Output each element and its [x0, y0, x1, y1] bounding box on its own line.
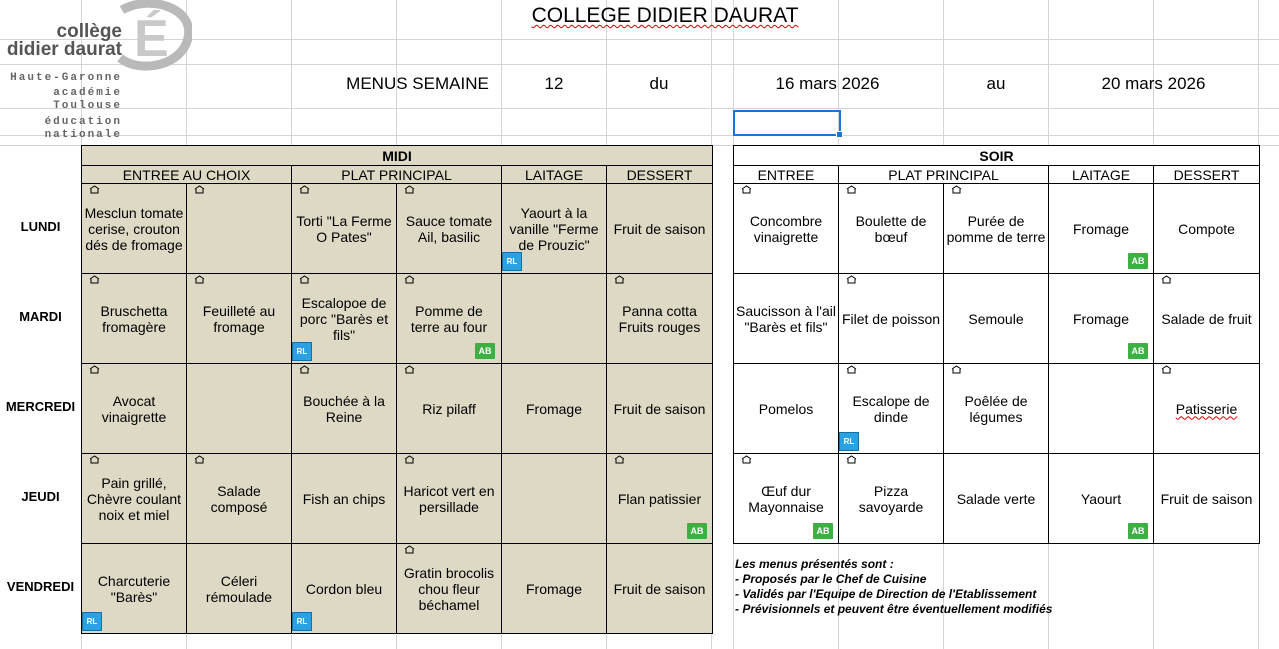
midi-header-entree: ENTREE AU CHOIX [82, 166, 292, 184]
house-icon [299, 365, 310, 374]
table-cell[interactable]: Fish an chips [292, 454, 397, 544]
table-cell[interactable]: Fromage [502, 544, 607, 634]
table-cell[interactable]: Fruit de saison [1154, 454, 1260, 544]
organic-ab-icon: AB [1128, 343, 1148, 359]
table-cell[interactable] [1049, 364, 1154, 454]
table-cell[interactable]: Flan patissier AB [607, 454, 713, 544]
day-label-vendredi: VENDREDI [6, 579, 75, 594]
table-cell[interactable]: Fromage AB [1049, 184, 1154, 274]
house-icon [741, 185, 752, 194]
house-icon [951, 365, 962, 374]
table-cell[interactable]: Poêlée de légumes [944, 364, 1049, 454]
table-cell[interactable]: Pain grillé, Chèvre coulant noix et miel [82, 454, 187, 544]
notes-line: - Validés par l'Equipe de Direction de l'Etablissement [735, 587, 1037, 601]
table-cell[interactable]: Patisserie [1154, 364, 1260, 454]
house-icon [741, 455, 752, 464]
house-icon [404, 275, 415, 284]
house-icon [846, 365, 857, 374]
day-label-mercredi: MERCREDI [5, 399, 76, 414]
table-cell[interactable]: Pomme de terre au four AB [397, 274, 502, 364]
table-cell[interactable]: Pizza savoyarde [839, 454, 944, 544]
midi-header-laitage: LAITAGE [502, 166, 607, 184]
table-cell[interactable]: Filet de poisson [839, 274, 944, 364]
midi-title: MIDI [82, 146, 713, 166]
table-cell[interactable] [187, 184, 292, 274]
local-label-icon: RL [292, 612, 312, 631]
house-icon [614, 275, 625, 284]
table-cell[interactable]: Œuf dur Mayonnaise AB [734, 454, 839, 544]
logo-education: éducation [44, 116, 122, 128]
table-cell[interactable]: Avocat vinaigrette [82, 364, 187, 454]
logo-region: Haute-Garonne [10, 72, 122, 84]
local-label-icon: RL [839, 432, 859, 451]
table-cell[interactable]: Compote [1154, 184, 1260, 274]
table-cell[interactable]: Yaourt AB [1049, 454, 1154, 544]
svg-text:É: É [134, 10, 169, 68]
organic-ab-icon: AB [687, 523, 707, 539]
page-title: COLLEGE DIDIER DAURAT [531, 4, 799, 27]
selected-cell[interactable] [733, 110, 841, 136]
house-icon [299, 185, 310, 194]
week-label: MENUS SEMAINE [346, 74, 489, 93]
table-cell[interactable]: Bouchée à la Reine [292, 364, 397, 454]
house-icon [404, 365, 415, 374]
table-cell[interactable]: Salade verte [944, 454, 1049, 544]
soir-header-plat: PLAT PRINCIPAL [839, 166, 1049, 184]
table-cell[interactable]: Yaourt à la vanille "Ferme de Prouzic" RL [502, 184, 607, 274]
house-icon [1161, 275, 1172, 284]
day-label-jeudi: JEUDI [21, 489, 60, 504]
house-icon [299, 275, 310, 284]
logo-college-word: collège [56, 21, 122, 42]
organic-ab-icon: AB [813, 523, 833, 539]
table-cell[interactable]: Torti "La Ferme O Pates" [292, 184, 397, 274]
logo-city: Toulouse [53, 100, 122, 112]
logo-name: didier daurat [6, 39, 122, 60]
soir-table [733, 145, 1260, 544]
table-cell[interactable]: Salade de fruit [1154, 274, 1260, 364]
end-date: 20 mars 2026 [1101, 74, 1206, 93]
table-cell[interactable]: Fruit de saison [607, 364, 713, 454]
table-cell[interactable]: Fruit de saison [607, 544, 713, 634]
organic-ab-icon: AB [1128, 253, 1148, 269]
day-label-lundi: LUNDI [20, 219, 61, 234]
midi-table [81, 145, 713, 634]
table-cell[interactable]: Escalope de dinde RL [839, 364, 944, 454]
house-icon [89, 185, 100, 194]
notes-line: - Proposés par le Chef de Cuisine [735, 572, 927, 586]
house-icon [846, 455, 857, 464]
table-cell[interactable]: Fromage AB [1049, 274, 1154, 364]
house-icon [404, 455, 415, 464]
table-cell[interactable]: Mesclun tomate cerise, crouton dés de fromage [82, 184, 187, 274]
organic-ab-icon: AB [1128, 523, 1148, 539]
start-date: 16 mars 2026 [775, 74, 880, 93]
table-cell[interactable] [502, 274, 607, 364]
soir-header-laitage: LAITAGE [1049, 166, 1154, 184]
day-label-mardi: MARDI [19, 309, 62, 324]
table-cell[interactable]: Purée de pomme de terre [944, 184, 1049, 274]
house-icon [846, 275, 857, 284]
house-icon [89, 365, 100, 374]
table-cell[interactable]: Salade composé [187, 454, 292, 544]
house-icon [846, 185, 857, 194]
soir-header-dessert: DESSERT [1154, 166, 1260, 184]
table-cell[interactable] [502, 454, 607, 544]
table-cell[interactable] [187, 364, 292, 454]
soir-title: SOIR [734, 146, 1260, 166]
logo-nationale: nationale [44, 129, 122, 141]
table-cell[interactable]: Sauce tomate Ail, basilic [397, 184, 502, 274]
table-cell[interactable]: Panna cotta Fruits rouges [607, 274, 713, 364]
house-icon [1161, 365, 1172, 374]
house-icon [194, 275, 205, 284]
table-cell[interactable]: Cordon bleu RL [292, 544, 397, 634]
house-icon [614, 455, 625, 464]
week-number: 12 [544, 74, 564, 93]
soir-header-entree: ENTREE [734, 166, 839, 184]
table-cell[interactable]: Fruit de saison [607, 184, 713, 274]
logo-academie: académie [53, 87, 122, 99]
table-cell[interactable]: Boulette de bœuf [839, 184, 944, 274]
table-cell[interactable]: Concombre vinaigrette [734, 184, 839, 274]
au-label: au [986, 74, 1006, 93]
house-icon [951, 185, 962, 194]
midi-header-dessert: DESSERT [607, 166, 713, 184]
day-labels [0, 182, 81, 632]
local-label-icon: RL [82, 612, 102, 631]
du-label: du [649, 74, 669, 93]
house-icon [404, 545, 415, 554]
house-icon [404, 185, 415, 194]
midi-header-plat: PLAT PRINCIPAL [292, 166, 502, 184]
house-icon [194, 185, 205, 194]
local-label-icon: RL [292, 342, 312, 361]
house-icon [89, 455, 100, 464]
table-cell[interactable]: Haricot vert en persillade [397, 454, 502, 544]
table-cell[interactable]: Semoule [944, 274, 1049, 364]
table-cell[interactable]: Fromage [502, 364, 607, 454]
table-cell[interactable]: Escalopoe de porc "Barès et fils" RL [292, 274, 397, 364]
table-cell[interactable]: Charcuterie "Barès" RL [82, 544, 187, 634]
table-cell[interactable]: Pomelos [734, 364, 839, 454]
house-icon [89, 275, 100, 284]
organic-ab-icon: AB [475, 343, 495, 359]
notes-line: Les menus présentés sont : [735, 557, 894, 571]
table-cell[interactable]: Céleri rémoulade [187, 544, 292, 634]
table-cell[interactable]: Gratin brocolis chou fleur béchamel [397, 544, 502, 634]
table-cell[interactable]: Feuilleté au fromage [187, 274, 292, 364]
table-cell[interactable]: Riz pilaff [397, 364, 502, 454]
notes-line: - Prévisionnels et peuvent être éventuellement modifiés [735, 602, 1053, 616]
notes-block [735, 557, 1052, 617]
house-icon [194, 455, 205, 464]
table-cell[interactable]: Bruschetta fromagère [82, 274, 187, 364]
table-cell[interactable]: Saucisson à l'ail "Barès et fils" [734, 274, 839, 364]
local-label-icon: RL [502, 252, 522, 271]
